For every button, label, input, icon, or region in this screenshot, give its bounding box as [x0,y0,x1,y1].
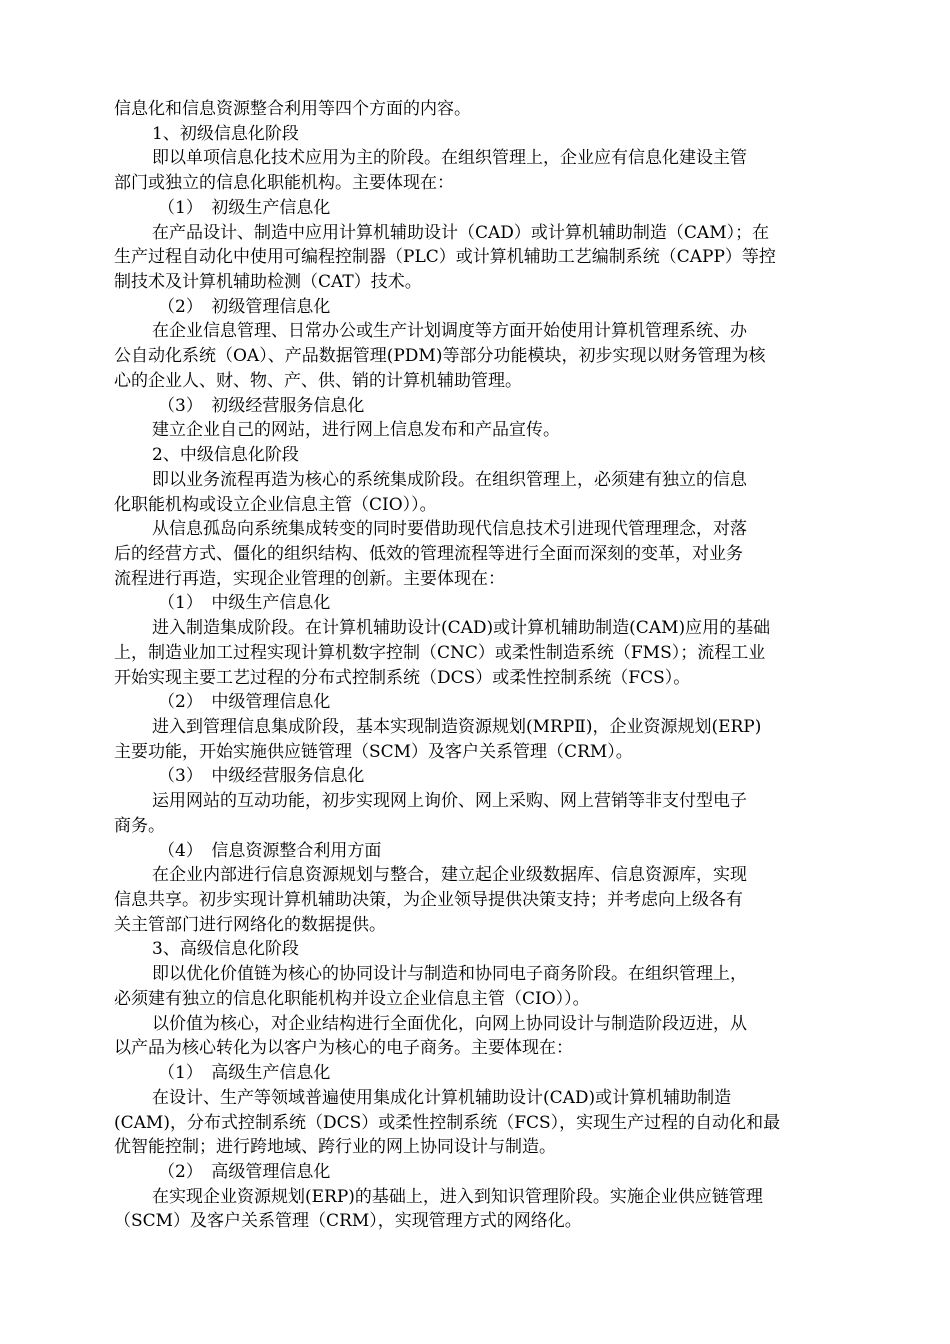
text-line: （1） 高级生产信息化 [158,1063,331,1084]
text-line: 必须建有独立的信息化职能机构并设立企业信息主管（CIO））。 [114,988,590,1009]
text-line: 优智能控制；进行跨地域、跨行业的网上协同设计与制造。 [114,1137,556,1158]
text-line: 上，制造业加工过程实现计算机数字控制（CNC）或柔性制造系统（FMS）；流程工业 [114,642,766,663]
text-line: 主要功能，开始实施供应链管理（SCM）及客户关系管理（CRM）。 [114,741,633,762]
text-line: 以价值为核心，对企业结构进行全面优化，向网上协同设计与制造阶段迈进，从 [152,1013,747,1034]
text-line: 即以业务流程再造为核心的系统集成阶段。在组织管理上，必须建有独立的信息 [152,469,747,490]
text-line: 建立企业自己的网站，进行网上信息发布和产品宣传。 [152,420,560,441]
text-line: （2） 高级管理信息化 [158,1161,331,1182]
text-line: 即以优化价值链为核心的协同设计与制造和协同电子商务阶段。在组织管理上， [152,964,747,985]
text-line: 部门或独立的信息化职能机构。主要体现在： [114,173,454,194]
text-line: （4） 信息资源整合利用方面 [158,840,382,861]
text-line: 心的企业人、财、物、产、供、销的计算机辅助管理。 [114,370,522,391]
text-line: 关主管部门进行网络化的数据提供。 [114,914,386,935]
text-line: 信息共享。初步实现计算机辅助决策，为企业领导提供决策支持；并考虑向上级各有 [114,890,743,911]
text-line: 在设计、生产等领域普遍使用集成化计算机辅助设计(CAD)或计算机辅助制造 [152,1087,732,1108]
text-line: 进入到管理信息集成阶段，基本实现制造资源规划(MRPⅡ)，企业资源规划(ERP) [152,717,762,737]
text-line: 公自动化系统（OA）、产品数据管理(PDM)等部分功能模块，初步实现以财务管理为核 [114,346,766,367]
text-line: 1、初级信息化阶段 [152,123,299,144]
text-line: 制技术及计算机辅助检测（CAT）技术。 [114,272,422,293]
text-line: 在企业信息管理、日常办公或生产计划调度等方面开始使用计算机管理系统、办 [152,321,747,342]
text-line: 后的经营方式、僵化的组织结构、低效的管理流程等进行全面而深刻的变革，对业务 [114,543,743,564]
text-line: (CAM)，分布式控制系统（DCS）或柔性控制系统（FCS），实现生产过程的自动化和最 [114,1112,781,1133]
text-line: 生产过程自动化中使用可编程控制器（PLC）或计算机辅助工艺编制系统（CAPP）等控 [114,247,776,268]
text-line: 在产品设计、制造中应用计算机辅助设计（CAD）或计算机辅助制造（CAM）；在 [152,222,770,243]
text-line: 化职能机构或设立企业信息主管（CIO））。 [114,494,437,515]
text-line: 在实现企业资源规划(ERP)的基础上，进入到知识管理阶段。实施企业供应链管理 [152,1186,763,1207]
text-line: （SCM）及客户关系管理（CRM），实现管理方式的网络化。 [114,1211,582,1232]
text-line: 运用网站的互动功能，初步实现网上询价、网上采购、网上营销等非支付型电子 [152,791,747,812]
text-line: （2） 中级管理信息化 [158,692,331,713]
text-line: 以产品为核心转化为以客户为核心的电子商务。主要体现在： [114,1038,573,1059]
text-line: 即以单项信息化技术应用为主的阶段。在组织管理上，企业应有信息化建设主管 [152,148,747,169]
text-line: 开始实现主要工艺过程的分布式控制系统（DCS）或柔性控制系统（FCS）。 [114,667,691,688]
text-line: （1） 中级生产信息化 [158,593,331,614]
text-line: 在企业内部进行信息资源规划与整合，建立起企业级数据库、信息资源库，实现 [152,865,747,886]
text-line: 从信息孤岛向系统集成转变的同时要借助现代信息技术引进现代管理理念，对落 [152,519,747,540]
text-line: 2、中级信息化阶段 [152,445,299,466]
text-line: 3、高级信息化阶段 [152,939,299,960]
text-line: 商务。 [114,815,165,836]
text-line: （2） 初级管理信息化 [158,296,331,317]
text-line: 流程进行再造，实现企业管理的创新。主要体现在： [114,568,505,589]
text-line: （3） 初级经营服务信息化 [158,395,365,416]
text-line: （3） 中级经营服务信息化 [158,766,365,787]
text-line: 进入制造集成阶段。在计算机辅助设计(CAD)或计算机辅助制造(CAM)应用的基础 [152,618,771,639]
text-line: （1） 初级生产信息化 [158,197,331,218]
text-line: 信息化和信息资源整合利用等四个方面的内容。 [114,99,471,119]
